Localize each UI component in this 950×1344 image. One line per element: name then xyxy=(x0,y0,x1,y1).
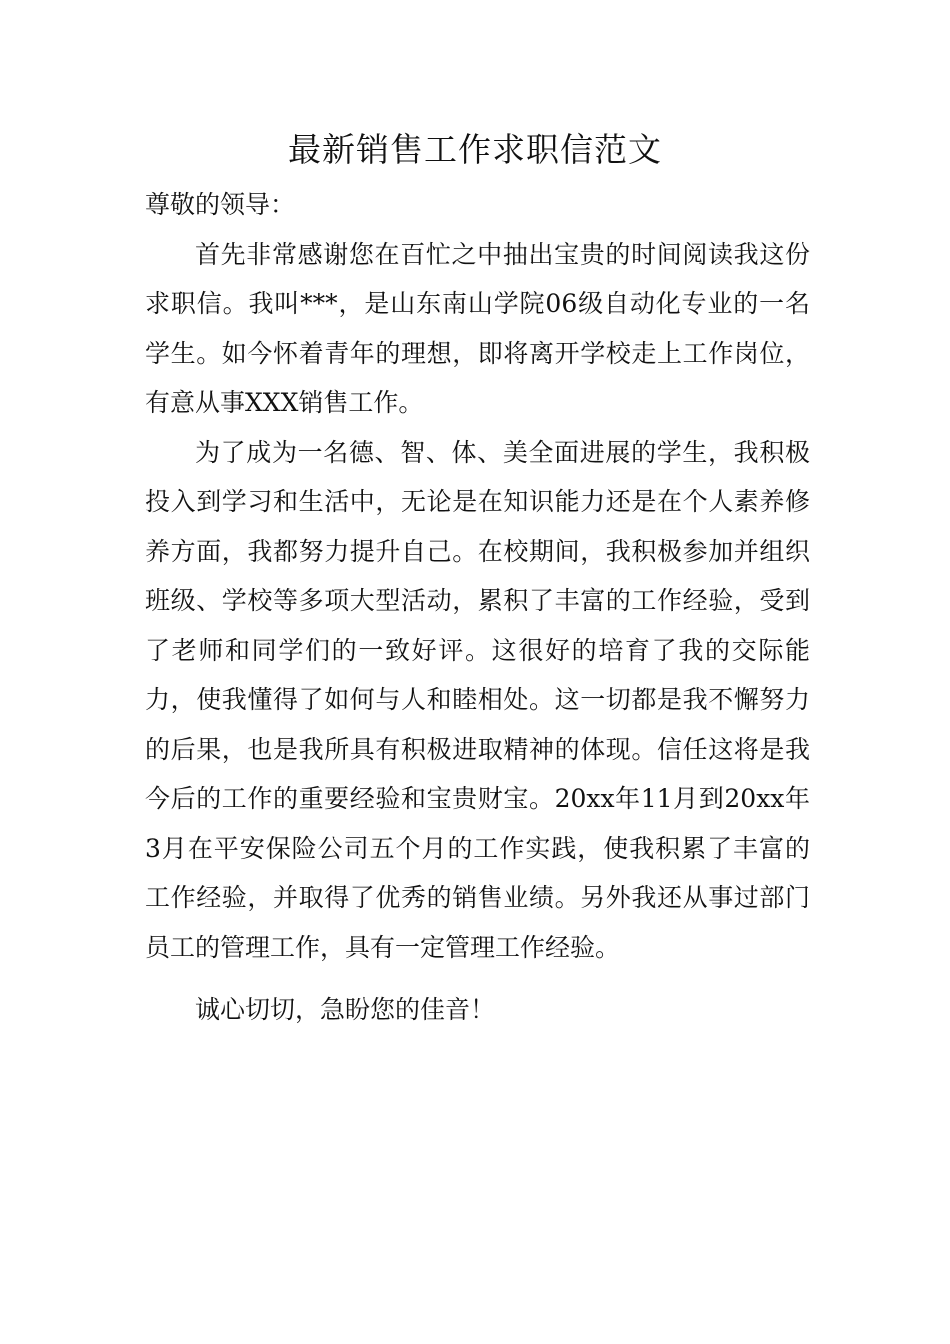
salutation: 尊敬的领导： xyxy=(145,190,296,219)
closing-line: 诚心切切，急盼您的佳音！ xyxy=(195,995,496,1024)
paragraph-intro: 首先非常感谢您在百忙之中抽出宝贵的时间阅读我这份求职信。我叫***，是山东南山学院06级自动化专业的一名学生。如今怀着青年的理想，即将离开学校走上工作岗位，有意从事XXX销售工作。 xyxy=(145,239,810,417)
paragraph-experience: 为了成为一名德、智、体、美全面进展的学生，我积极投入到学习和生活中，无论是在知识能力还是在个人素养修养方面，我都努力提升自己。在校期间，我积极参加并组织班级、学校等多项大型活动，累积了丰富的工作经验，受到了老师和同学们的一致好评。这很好的培育了我的交际能力，使我懂得了如何与人和睦相处。这一切都是我不懈努力的后果，也是我所具有积极进取精神的体现。信任这将是我今后的工作的重要经验和宝贵财宝。20xx年11月到20xx年3月在平安保险公司五个月的工作实践，使我积累了丰富的工作经验，并取得了优秀的销售业绩。另外我还从事过部门员工的管理工作，具有一定管理工作经验。 xyxy=(145,437,810,962)
document-title: 最新销售工作求职信范文 xyxy=(288,130,662,169)
letter-body xyxy=(145,180,810,1035)
